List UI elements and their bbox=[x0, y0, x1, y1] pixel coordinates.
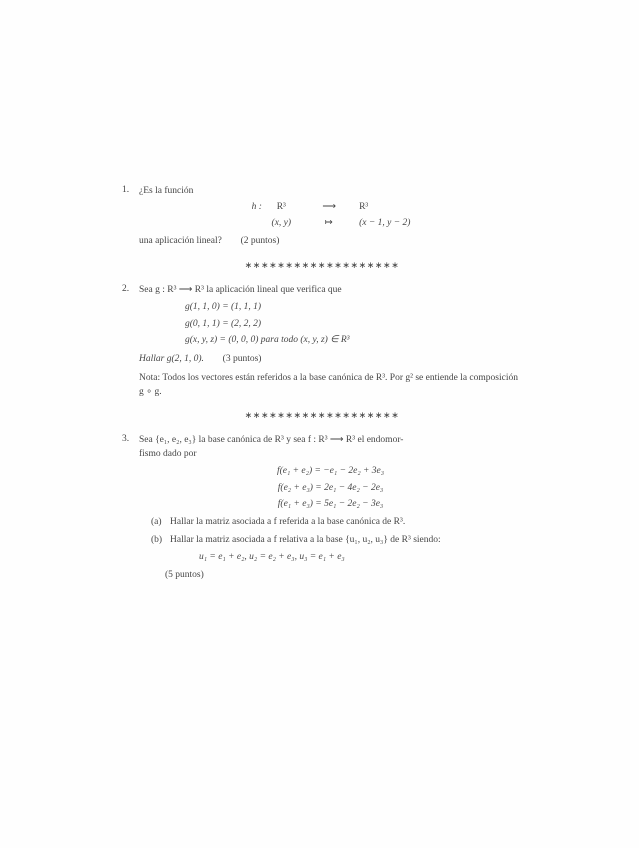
exercise-1 bbox=[122, 185, 522, 249]
exercise-3-subitem-a bbox=[151, 516, 522, 530]
map-element-in: (x, y) bbox=[271, 217, 292, 228]
exercise-2-note-label: Nota: bbox=[139, 372, 161, 383]
exercise-1-body bbox=[139, 185, 522, 249]
exercise-2-task: Hallar g(2, 1, 0). bbox=[139, 354, 204, 365]
exercise-2-number: 2. bbox=[122, 284, 130, 295]
exercise-3-subitem-a-text: Hallar la matriz asociada a f referida a la base canónica de R³. bbox=[170, 517, 406, 528]
exercise-2-equation-2: g(0, 1, 1) = (2, 2, 2) bbox=[185, 318, 262, 329]
exercise-3-number: 3. bbox=[122, 434, 130, 445]
exercise-2-task-row bbox=[139, 353, 522, 367]
separator-1: ∗∗∗∗∗∗∗∗∗∗∗∗∗∗∗∗∗∗∗ bbox=[244, 260, 400, 271]
exercise-3-intro-line-1: Sea {e₁, e₂, e₃} la base canónica de R³ y sea f : R³ ⟶ R³ el endomor- bbox=[139, 435, 404, 446]
exercise-2-body bbox=[139, 284, 522, 399]
exercise-2-note bbox=[139, 372, 522, 400]
separator-2: ∗∗∗∗∗∗∗∗∗∗∗∗∗∗∗∗∗∗∗ bbox=[244, 410, 400, 421]
exercise-3-basis-definition: u₁ = e₁ + e₂, u₂ = e₂ + e₃, u₃ = e₁ + e₃ bbox=[199, 551, 345, 562]
exercise-3-points: (5 puntos) bbox=[165, 569, 204, 580]
exercise-3-equation-3: f(e₁ + e₃) = 5e₁ − 2e₂ − 3e₃ bbox=[277, 499, 384, 510]
exercise-3-body bbox=[139, 434, 522, 582]
exercise-2-note-text: Todos los vectores están referidos a la base canónica de R³. Por g² se entiende la composición g ∘ g. bbox=[139, 372, 518, 397]
exercise-3 bbox=[122, 434, 522, 582]
exercise-2-equation-3: g(x, y, z) = (0, 0, 0) para todo (x, y, z) ∈ R³ bbox=[185, 335, 350, 346]
exercise-3-subitem-b-label: (b) bbox=[151, 535, 163, 546]
exam-sheet bbox=[122, 185, 522, 586]
exercise-1-map-sets bbox=[139, 201, 522, 215]
exercise-3-equation-1: f(e₁ + e₂) = −e₁ − 2e₂ + 3e₃ bbox=[276, 465, 385, 476]
exercise-1-points: (2 puntos) bbox=[240, 236, 280, 247]
exercise-1-number: 1. bbox=[122, 185, 130, 195]
exercise-2 bbox=[122, 284, 522, 399]
exercise-3-intro-line-2: fismo dado por bbox=[139, 449, 197, 460]
map-name: h : bbox=[251, 201, 262, 212]
exercise-2-intro: Sea g : R³ ⟶ R³ la aplicación lineal que verifica que bbox=[139, 285, 342, 296]
exercise-1-intro: ¿Es la función bbox=[139, 186, 194, 196]
exercise-3-subitem-a-label: (a) bbox=[151, 517, 162, 528]
exercise-2-points: (3 puntos) bbox=[222, 354, 262, 365]
exercise-1-map-elements bbox=[139, 217, 522, 231]
exercise-3-subitem-b-text: Hallar la matriz asociada a f relativa a la base {u₁, u₂, u₃} de R³ siendo: bbox=[170, 535, 441, 546]
exercise-1-question: una aplicación lineal? bbox=[139, 236, 222, 247]
map-domain: R³ bbox=[276, 201, 286, 212]
exercise-2-equation-1: g(1, 1, 0) = (1, 1, 1) bbox=[185, 301, 262, 312]
map-element-arrow-icon: ↦ bbox=[324, 217, 333, 228]
exercise-1-question-row bbox=[139, 235, 522, 249]
map-element-out: (x − 1, y − 2) bbox=[359, 217, 411, 228]
map-codomain: R³ bbox=[359, 201, 369, 212]
exercise-3-subitem-b bbox=[151, 534, 522, 548]
map-arrow-icon: ⟶ bbox=[322, 201, 335, 212]
exercise-3-equation-2: f(e₂ + e₃) = 2e₁ − 4e₂ − 2e₃ bbox=[277, 482, 384, 493]
